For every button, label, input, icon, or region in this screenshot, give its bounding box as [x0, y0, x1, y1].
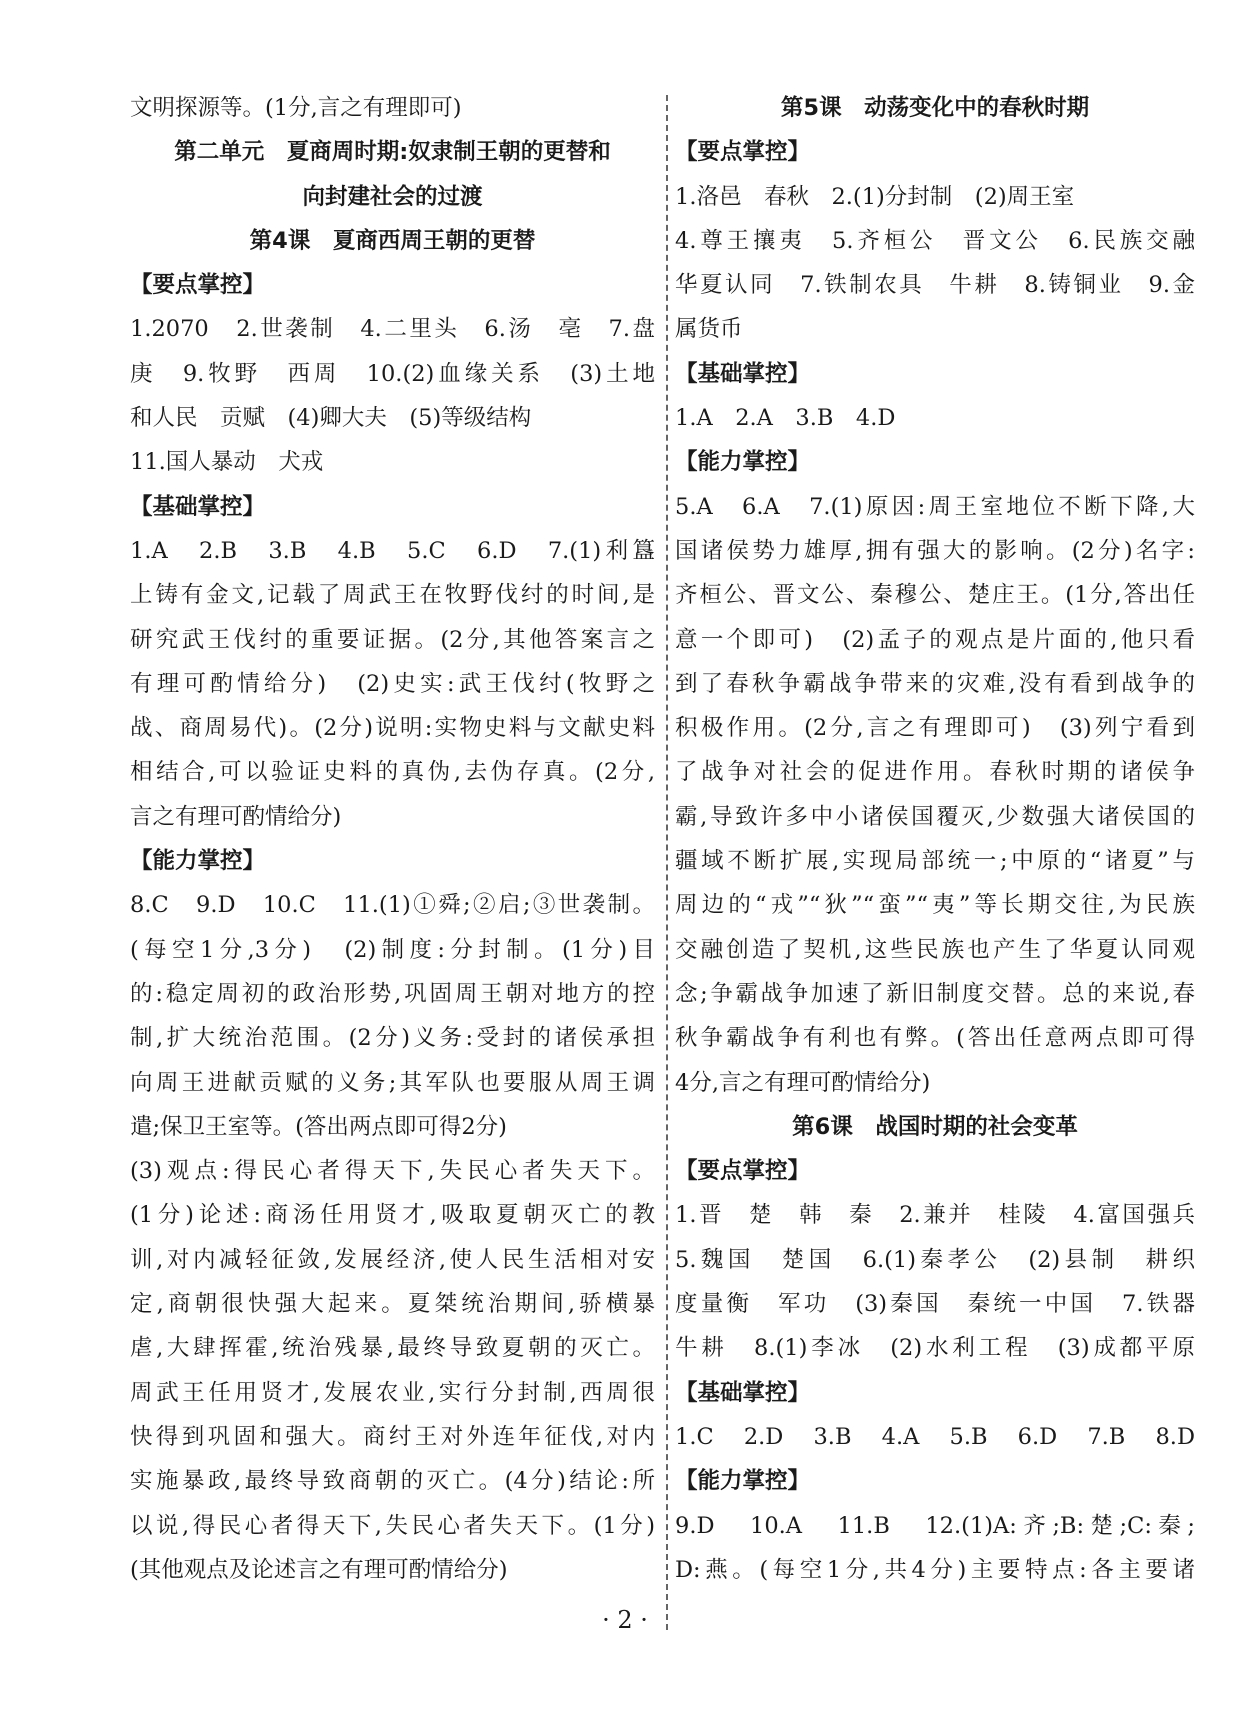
right-column: [675, 86, 1195, 1592]
text-line: (其他观点及论述言之有理可酌情给分): [130, 1556, 508, 1583]
subsection-label: 【基础掌控】: [130, 493, 266, 520]
text-line: (1分)论述:商汤任用贤才,吸取夏朝灭亡的教: [130, 1202, 655, 1229]
text-line: 9.D 10.A 11.B 12.(1)A:齐;B:楚;C:秦;: [675, 1512, 1195, 1539]
text-line: 虐,大肆挥霍,统治残暴,最终导致夏朝的灭亡。: [130, 1335, 655, 1362]
text-line: 国诸侯势力雄厚,拥有强大的影响。(2分)名字:: [675, 537, 1195, 564]
left-column: [130, 86, 655, 1592]
text-line: 秋争霸战争有利也有弊。(答出任意两点即可得: [675, 1025, 1195, 1052]
text-line: 4分,言之有理可酌情给分): [675, 1069, 931, 1096]
section-heading: 第4课 夏商西周王朝的更替: [249, 227, 536, 254]
subsection-label: 【能力掌控】: [675, 449, 811, 476]
subsection-label: 【要点掌控】: [675, 139, 811, 166]
subsection-label: 【要点掌控】: [675, 1158, 811, 1185]
text-line: 4.尊王攘夷 5.齐桓公 晋文公 6.民族交融: [675, 227, 1195, 254]
text-line: 积极作用。(2分,言之有理即可) (3)列宁看到: [675, 715, 1195, 742]
text-line: 1.2070 2.世袭制 4.二里头 6.汤 亳 7.盘: [130, 316, 655, 343]
text-line: 牛耕 8.(1)李冰 (2)水利工程 (3)成都平原: [675, 1335, 1195, 1362]
section-heading: 第二单元 夏商周时期:奴隶制王朝的更替和: [174, 139, 611, 166]
subsection-label: 【能力掌控】: [130, 848, 266, 875]
text-line: 疆域不断扩展,实现局部统一;中原的“诸夏”与: [675, 848, 1195, 875]
text-line: 和人民 贡赋 (4)卿大夫 (5)等级结构: [130, 405, 532, 432]
text-line: 意一个即可) (2)孟子的观点是片面的,他只看: [675, 626, 1195, 653]
text-line: 定,商朝很快强大起来。夏桀统治期间,骄横暴: [130, 1291, 655, 1318]
section-heading: 向封建社会的过渡: [302, 183, 483, 210]
subsection-label: 【能力掌控】: [675, 1468, 811, 1495]
text-line: 庚 9.牧野 西周 10.(2)血缘关系 (3)土地: [130, 360, 655, 387]
text-line: 1.晋 楚 韩 秦 2.兼并 桂陵 4.富国强兵: [675, 1202, 1195, 1229]
text-line: 训,对内减轻征敛,发展经济,使人民生活相对安: [130, 1246, 655, 1273]
text-line: 周武王任用贤才,发展农业,实行分封制,西周很: [130, 1379, 655, 1406]
section-heading: 第6课 战国时期的社会变革: [792, 1113, 1078, 1140]
subsection-label: 【基础掌控】: [675, 360, 811, 387]
text-line: 1.A 2.A 3.B 4.D: [675, 405, 896, 432]
text-line: 相结合,可以验证史料的真伪,去伪存真。(2分,: [130, 759, 655, 786]
subsection-label: 【要点掌控】: [130, 272, 266, 299]
page-number: · 2 ·: [602, 1606, 648, 1634]
text-line: 快得到巩固和强大。商纣王对外连年征伐,对内: [130, 1423, 655, 1450]
text-line: 1.C 2.D 3.B 4.A 5.B 6.D 7.B 8.D: [675, 1423, 1195, 1450]
text-line: 1.A 2.B 3.B 4.B 5.C 6.D 7.(1)利簋: [130, 537, 655, 564]
text-line: (每空1分,3分) (2)制度:分封制。(1分)目: [130, 936, 655, 963]
text-line: 11.国人暴动 犬戎: [130, 449, 324, 476]
text-line: 到了春秋争霸战争带来的灾难,没有看到战争的: [675, 670, 1195, 697]
text-line: 言之有理可酌情给分): [130, 803, 342, 830]
text-line: 5.魏国 楚国 6.(1)秦孝公 (2)县制 耕织: [675, 1246, 1195, 1273]
text-line: 8.C 9.D 10.C 11.(1)①舜;②启;③世袭制。: [130, 892, 655, 919]
text-line: 上铸有金文,记载了周武王在牧野伐纣的时间,是: [130, 582, 655, 609]
text-line: 交融创造了契机,这些民族也产生了华夏认同观: [675, 936, 1195, 963]
text-line: 制,扩大统治范围。(2分)义务:受封的诸侯承担: [130, 1025, 655, 1052]
text-line: 属货币: [675, 316, 743, 343]
text-line: 周边的“戎”“狄”“蛮”“夷”等长期交往,为民族: [675, 892, 1195, 919]
column-divider: [666, 95, 668, 1630]
subsection-label: 【基础掌控】: [675, 1379, 811, 1406]
text-line: 霸,导致许多中小诸侯国覆灭,少数强大诸侯国的: [675, 803, 1195, 830]
text-line: 有理可酌情给分) (2)史实:武王伐纣(牧野之: [130, 670, 655, 697]
text-line: D:燕。(每空1分,共4分)主要特点:各主要诸: [675, 1556, 1195, 1583]
text-line: 5.A 6.A 7.(1)原因:周王室地位不断下降,大: [675, 493, 1195, 520]
text-line: 的:稳定周初的政治形势,巩固周王朝对地方的控: [130, 980, 655, 1007]
text-line: 向周王进献贡赋的义务;其军队也要服从周王调: [130, 1069, 655, 1096]
text-line: (3)观点:得民心者得天下,失民心者失天下。: [130, 1158, 655, 1185]
text-line: 1.洛邑 春秋 2.(1)分封制 (2)周王室: [675, 183, 1075, 210]
text-line: 遣;保卫王室等。(答出两点即可得2分): [130, 1113, 507, 1140]
text-line: 华夏认同 7.铁制农具 牛耕 8.铸铜业 9.金: [675, 272, 1195, 299]
text-line: 战、商周易代)。(2分)说明:实物史料与文献史料: [130, 715, 655, 742]
text-line: 文明探源等。(1分,言之有理即可): [130, 95, 462, 121]
text-line: 度量衡 军功 (3)秦国 秦统一中国 7.铁器: [675, 1291, 1195, 1318]
text-line: 念;争霸战争加速了新旧制度交替。总的来说,春: [675, 980, 1195, 1007]
section-heading: 第5课 动荡变化中的春秋时期: [780, 95, 1090, 121]
text-line: 研究武王伐纣的重要证据。(2分,其他答案言之: [130, 626, 655, 653]
text-line: 齐桓公、晋文公、秦穆公、楚庄王。(1分,答出任: [675, 582, 1195, 609]
text-line: 实施暴政,最终导致商朝的灭亡。(4分)结论:所: [130, 1468, 655, 1495]
text-line: 了战争对社会的促进作用。春秋时期的诸侯争: [675, 759, 1195, 786]
text-line: 以说,得民心者得天下,失民心者失天下。(1分): [130, 1512, 655, 1539]
